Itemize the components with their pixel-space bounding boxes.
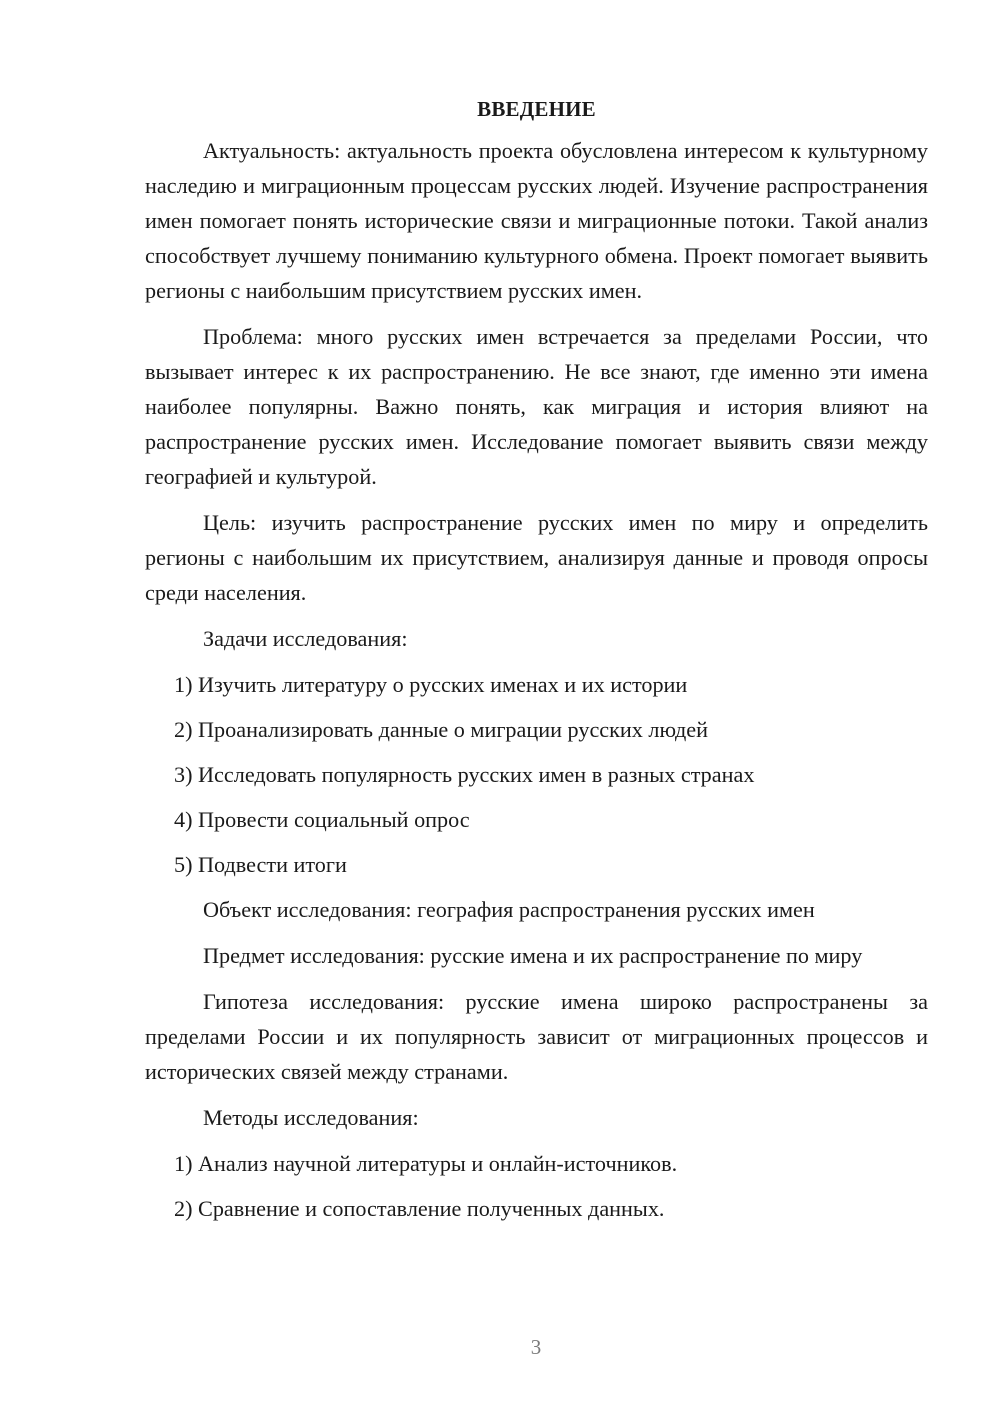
task-item-2: 2) Проанализировать данные о миграции русских людей <box>174 717 708 742</box>
research-hypothesis: Гипотеза исследования: русские имена широко распространены за пределами России и их популярность зависит от миграционных процессов и исторических связей между странами. <box>145 989 928 1084</box>
task-item-5: 5) Подвести итоги <box>174 852 347 877</box>
method-item-2: 2) Сравнение и сопоставление полученных данных. <box>174 1196 665 1221</box>
research-subject: Предмет исследования: русские имена и их распространение по миру <box>203 943 863 968</box>
page-number: 3 <box>530 1335 542 1359</box>
page-title: ВВЕДЕНИЕ <box>477 97 596 121</box>
tasks-heading: Задачи исследования: <box>203 626 408 651</box>
document-body <box>145 92 928 1236</box>
method-item-1: 1) Анализ научной литературы и онлайн-источников. <box>174 1151 678 1176</box>
task-item-4: 4) Провести социальный опрос <box>174 807 470 832</box>
goal-paragraph: Цель: изучить распространение русских имен по миру и определить регионы с наибольшим их присутствием, анализируя данные и проводя опросы среди населения. <box>145 510 928 605</box>
task-item-1: 1) Изучить литературу о русских именах и их истории <box>174 672 688 697</box>
task-item-3: 3) Исследовать популярность русских имен в разных странах <box>174 762 755 787</box>
methods-heading: Методы исследования: <box>203 1105 419 1130</box>
problem-paragraph: Проблема: много русских имен встречается за пределами России, что вызывает интерес к их распространению. Не все знают, где именно эти имена наиболее популярны. Важно понять, как миграция и история влияют на распространение русских имен. Исследование помогает выявить связи между географией и культурой. <box>145 324 928 489</box>
relevance-paragraph: Актуальность: актуальность проекта обусловлена интересом к культурному наследию и миграционным процессам русских людей. Изучение распространения имен помогает понять исторические связи и миграционные потоки. Такой анализ способствует лучшему пониманию культурного обмена. Проект помогает выявить регионы с наибольшим присутствием русских имен. <box>145 138 928 303</box>
research-object: Объект исследования: география распространения русских имен <box>203 897 815 922</box>
